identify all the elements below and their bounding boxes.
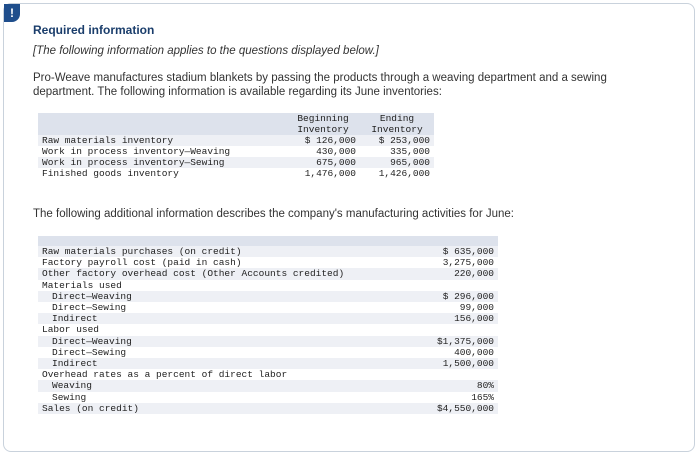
table-row xyxy=(38,324,498,335)
ending-header-2: Inventory xyxy=(360,124,434,135)
row-label: Work in process inventory—Sewing xyxy=(42,157,225,168)
row-value: $1,375,000 xyxy=(436,335,494,347)
beginning-value: 430,000 xyxy=(316,146,356,157)
table-row xyxy=(38,336,498,347)
row-value xyxy=(426,280,498,291)
table-row xyxy=(38,146,434,157)
ending-value: 1,426,000 xyxy=(378,168,430,179)
table-row xyxy=(38,291,498,302)
required-information-title: Required information xyxy=(33,23,155,37)
row-label: Other factory overhead cost (Other Accounts credited) xyxy=(42,268,345,280)
table-row xyxy=(38,369,498,380)
table-row xyxy=(38,302,498,313)
row-label: Sewing xyxy=(52,391,87,403)
row-label: Weaving xyxy=(52,380,92,392)
inventory-header-row-2 xyxy=(38,124,434,135)
row-value: $4,550,000 xyxy=(436,402,494,414)
row-value: 156,000 xyxy=(454,313,494,325)
row-label: Direct—Sewing xyxy=(52,346,127,358)
row-label: Work in process inventory—Weaving xyxy=(42,146,231,157)
row-value: 1,500,000 xyxy=(442,358,494,370)
row-value: 165% xyxy=(471,391,494,403)
beginning-value: $ 126,000 xyxy=(304,135,356,146)
row-value: 400,000 xyxy=(454,346,494,358)
ending-header-1: Ending xyxy=(360,113,434,124)
intro-note: [The following information applies to the questions displayed below.] xyxy=(33,45,379,57)
problem-description: Pro-Weave manufactures stadium blankets by passing the products through a weaving department and a sewing department. The following information is available regarding its June inventories: xyxy=(33,72,607,98)
row-label: Overhead rates as a percent of direct labor xyxy=(42,369,288,381)
table-row xyxy=(38,246,498,257)
table-row xyxy=(38,313,498,324)
row-label: Indirect xyxy=(52,358,98,370)
row-label: Indirect xyxy=(52,313,98,325)
row-value: 3,275,000 xyxy=(442,257,494,269)
row-value: 220,000 xyxy=(454,268,494,280)
beginning-value: 1,476,000 xyxy=(304,168,356,179)
table-row xyxy=(38,257,498,268)
row-label: Direct—Sewing xyxy=(52,302,127,314)
table-row xyxy=(38,280,498,291)
table-row xyxy=(38,268,498,279)
row-label: Factory payroll cost (paid in cash) xyxy=(42,257,242,269)
row-label: Materials used xyxy=(42,279,122,291)
additional-info-table xyxy=(38,236,498,414)
table-row xyxy=(38,392,498,403)
row-label: Raw materials purchases (on credit) xyxy=(42,246,242,257)
additional-header-row xyxy=(38,236,498,246)
table-row xyxy=(38,403,498,414)
beginning-header-1: Beginning xyxy=(286,113,360,124)
row-value: 99,000 xyxy=(459,302,494,314)
table-row xyxy=(38,380,498,391)
row-value xyxy=(426,369,498,380)
row-label: Labor used xyxy=(42,324,100,336)
additional-info-intro: The following additional information describes the company's manufacturing activities for June: xyxy=(33,208,514,220)
table-row xyxy=(38,168,434,179)
ending-value: $ 253,000 xyxy=(378,135,430,146)
table-row xyxy=(38,347,498,358)
row-value: 80% xyxy=(476,380,494,392)
row-label: Raw materials inventory xyxy=(42,135,174,146)
row-label: Finished goods inventory xyxy=(42,168,179,179)
table-row xyxy=(38,135,434,146)
row-label: Direct—Weaving xyxy=(52,290,132,302)
beginning-value: 675,000 xyxy=(316,157,356,168)
row-value: $ 635,000 xyxy=(442,246,494,257)
table-row xyxy=(38,157,434,168)
row-value xyxy=(426,324,498,335)
row-value: $ 296,000 xyxy=(442,290,494,302)
table-row xyxy=(38,358,498,369)
ending-value: 335,000 xyxy=(390,146,430,157)
row-label: Sales (on credit) xyxy=(42,402,139,414)
alert-icon: ! xyxy=(4,4,20,22)
inventory-header-row-1 xyxy=(38,113,434,124)
inventory-table xyxy=(38,113,434,179)
row-label: Direct—Weaving xyxy=(52,335,132,347)
beginning-header-2: Inventory xyxy=(286,124,360,135)
ending-value: 965,000 xyxy=(390,157,430,168)
